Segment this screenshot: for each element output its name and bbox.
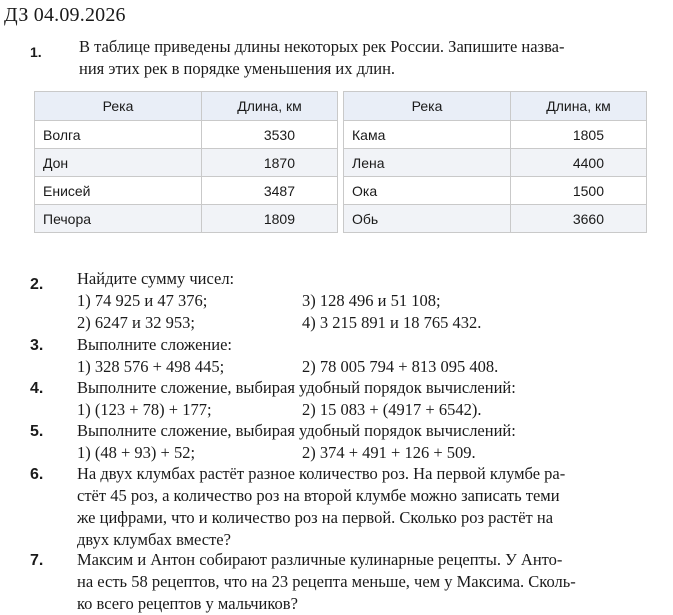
task-text-line: Максим и Антон собирают различные кулинарные рецепты. У Анто- [77, 550, 563, 569]
task-item: 2) 78 005 794 + 813 095 408. [302, 357, 499, 376]
river-name: Енисей [35, 177, 202, 205]
task-text [77, 268, 657, 334]
river-name: Обь [344, 205, 511, 233]
river-length: 1870 [202, 149, 338, 177]
task-text-line: на есть 58 рецептов, что на 23 рецепта меньше, чем у Максима. Сколь- [77, 572, 576, 591]
task-item: 2) 15 083 + (4917 + 6542). [302, 400, 482, 419]
task-text-line: стёт 45 роз, а количество роз на второй клумбе можно записать теми [77, 486, 560, 505]
task-text [77, 549, 657, 615]
table-row [35, 177, 338, 205]
task-item: 1) (48 + 93) + 52; [77, 443, 196, 462]
task-number: 1. [30, 44, 42, 60]
task-prompt: Выполните сложение, выбирая удобный порядок вычислений: [77, 421, 516, 440]
rivers-table-left [34, 91, 338, 233]
task-item: 1) 74 925 и 47 376; [77, 291, 208, 310]
task-prompt: Выполните сложение, выбирая удобный порядок вычислений: [77, 378, 516, 397]
column-header-river: Река [35, 92, 202, 121]
task-text-line: В таблице приведены длины некоторых рек России. Запишите назва- [79, 37, 565, 56]
task-text-line: двух клумбах вместе? [77, 530, 231, 549]
task-item: 4) 3 215 891 и 18 765 432. [302, 313, 482, 332]
table-row [344, 149, 647, 177]
task-number: 3. [30, 337, 44, 354]
task-number: 2. [30, 276, 44, 293]
task-number: 7. [30, 552, 44, 569]
table-row [344, 177, 647, 205]
task-number: 5. [30, 423, 44, 440]
river-name: Кама [344, 121, 511, 149]
river-name: Ока [344, 177, 511, 205]
column-header-river: Река [344, 92, 511, 121]
river-length: 1500 [511, 177, 647, 205]
table-row [35, 121, 338, 149]
river-length: 3487 [202, 177, 338, 205]
task-item: 1) (123 + 78) + 177; [77, 400, 212, 419]
river-length: 3530 [202, 121, 338, 149]
task-text [77, 463, 657, 551]
table-row [344, 121, 647, 149]
river-length: 4400 [511, 149, 647, 177]
task-text [79, 36, 654, 80]
river-length: 1805 [511, 121, 647, 149]
task-text [77, 334, 657, 378]
task-prompt: Найдите сумму чисел: [77, 269, 235, 288]
river-name: Лена [344, 149, 511, 177]
table-row [344, 205, 647, 233]
table-row [35, 149, 338, 177]
river-length: 3660 [511, 205, 647, 233]
task-item: 1) 328 576 + 498 445; [77, 357, 225, 376]
task-number: 6. [30, 466, 44, 483]
task-item: 2) 374 + 491 + 126 + 509. [302, 443, 476, 462]
task-item: 3) 128 496 и 51 108; [302, 291, 441, 310]
river-name: Печора [35, 205, 202, 233]
task-text-line: На двух клумбах растёт разное количество роз. На первой клумбе ра- [77, 464, 566, 483]
rivers-table [34, 91, 647, 237]
river-name: Волга [35, 121, 202, 149]
column-header-length: Длина, км [202, 92, 338, 121]
task-prompt: Выполните сложение: [77, 335, 232, 354]
river-length: 1809 [202, 205, 338, 233]
task-number: 4. [30, 380, 44, 397]
task-text-line: ния этих рек в порядке уменьшения их длин. [79, 59, 396, 78]
task-text [77, 377, 657, 421]
task-text [77, 420, 657, 464]
rivers-table-right [343, 91, 647, 233]
page-heading: ДЗ 04.09.2026 [4, 4, 126, 26]
column-header-length: Длина, км [511, 92, 647, 121]
task-text-line: ко всего рецептов у мальчиков? [77, 594, 298, 613]
table-row [35, 205, 338, 233]
task-text-line: же цифрами, что и количество роз на первой. Сколько роз растёт на [77, 508, 554, 527]
task-item: 2) 6247 и 32 953; [77, 313, 195, 332]
river-name: Дон [35, 149, 202, 177]
